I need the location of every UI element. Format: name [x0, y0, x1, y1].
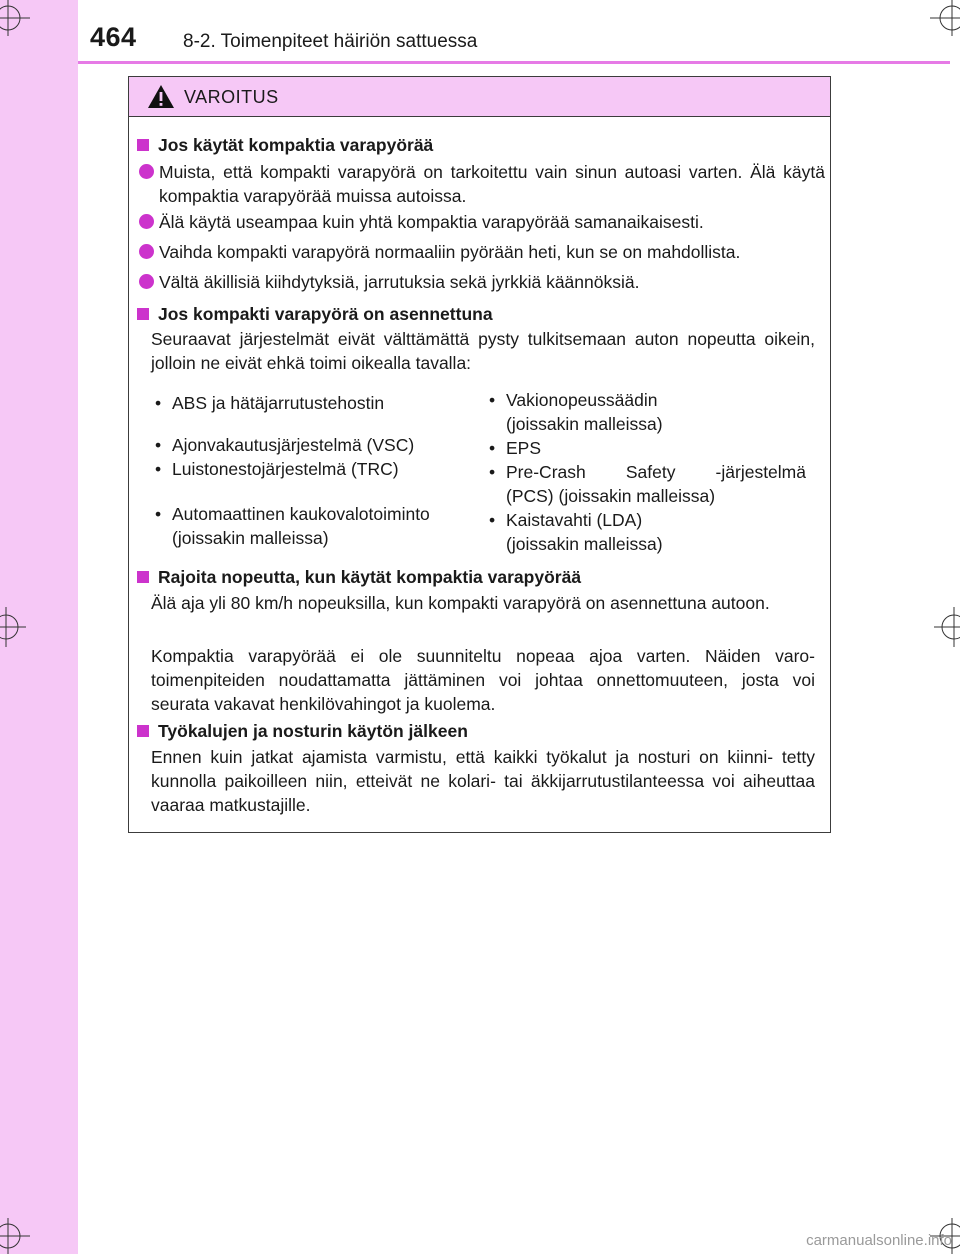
bullet-item: Vaihda kompakti varapyörä normaaliin pyörään heti, kun se on mahdollista.: [139, 240, 825, 264]
page-number: 464: [90, 22, 137, 52]
list-item: • EPS: [489, 438, 542, 458]
heading-spare-installed: Jos kompakti varapyörä on asennettuna: [137, 304, 493, 325]
warning-title: VAROITUS: [184, 87, 279, 107]
section-square-icon: [137, 308, 149, 320]
warning-box: [128, 76, 831, 833]
bullet-item: Muista, että kompakti varapyörä on tarkoitettu vain sinun autoasi varten. Älä käytä kompaktia varapyörää muissa autoissa.: [139, 160, 825, 208]
bullet-item: Älä käytä useampaa kuin yhtä kompaktia varapyörää samanaikaisesti.: [139, 210, 825, 234]
bullet-dot-icon: [139, 214, 154, 229]
heading-compact-spare: Jos käytät kompaktia varapyörää: [137, 135, 433, 156]
crop-mark-top-right: [920, 0, 960, 40]
watermark: carmanualsonline.info: [806, 1232, 952, 1249]
crop-mark-mid-left: [0, 605, 40, 649]
crop-mark-top-left: [0, 0, 40, 40]
crop-mark-mid-right: [920, 605, 960, 649]
crop-mark-bottom-left: [0, 1214, 40, 1254]
header-rule: [78, 61, 950, 64]
list-item: • Ajonvakautusjärjestelmä (VSC): [155, 435, 415, 455]
list-item: • Kaistavahti (LDA) (joissakin malleissa): [489, 510, 663, 554]
bullet-item: Vältä äkillisiä kiihdytyksiä, jarrutuksia sekä jyrkkiä käännöksiä.: [139, 270, 825, 294]
paragraph: Seuraavat järjestelmät eivät välttämättä pysty tulkitsemaan auton nopeutta oikein, jolloin ne eivät ehkä toimi oikealla tavalla:: [151, 329, 815, 373]
list-item: • Vakionopeussäädin (joissakin malleissa): [489, 390, 663, 434]
section-title: 8-2. Toimenpiteet häiriön sattuessa: [183, 31, 478, 52]
warning-triangle-icon: [147, 84, 175, 109]
bullet-dot-icon: [139, 244, 154, 259]
bullet-dot-icon: [139, 274, 154, 289]
list-item: • Automaattinen kaukovalotoiminto (joissakin malleissa): [155, 504, 430, 548]
paragraph: Ennen kuin jatkat ajamista varmistu, että kaikki työkalut ja nosturi on kiinni- tetty kunnolla paikoilleen niin, etteivät ne kolari- tai äkkijarrutustilanteessa voi aiheuttaa vaaraa matkustajille.: [151, 747, 815, 815]
list-item: • ABS ja hätäjarrutustehostin: [155, 393, 385, 413]
paragraph: Kompaktia varapyörää ei ole suunniteltu nopeaa ajoa varten. Näiden varo- toimenpiteiden noudattamatta jättäminen voi johtaa onnettomuuteen, josta voi seurata vakavat henkilövahingot ja kuolema.: [151, 646, 815, 714]
heading-after-tools: Työkalujen ja nosturin käytön jälkeen: [137, 721, 468, 742]
warning-header: [129, 77, 830, 117]
list-item: • Pre-Crash Safety -järjestelmä (PCS) (joissakin malleissa): [489, 462, 806, 506]
section-square-icon: [137, 725, 149, 737]
section-square-icon: [137, 571, 149, 583]
section-square-icon: [137, 139, 149, 151]
list-item: • Luistonestojärjestelmä (TRC): [155, 459, 399, 479]
heading-limit-speed: Rajoita nopeutta, kun käytät kompaktia varapyörää: [137, 567, 581, 588]
paragraph: Älä aja yli 80 km/h nopeuksilla, kun kompakti varapyörä on asennettuna autoon.: [151, 593, 770, 613]
bullet-dot-icon: [139, 164, 154, 179]
